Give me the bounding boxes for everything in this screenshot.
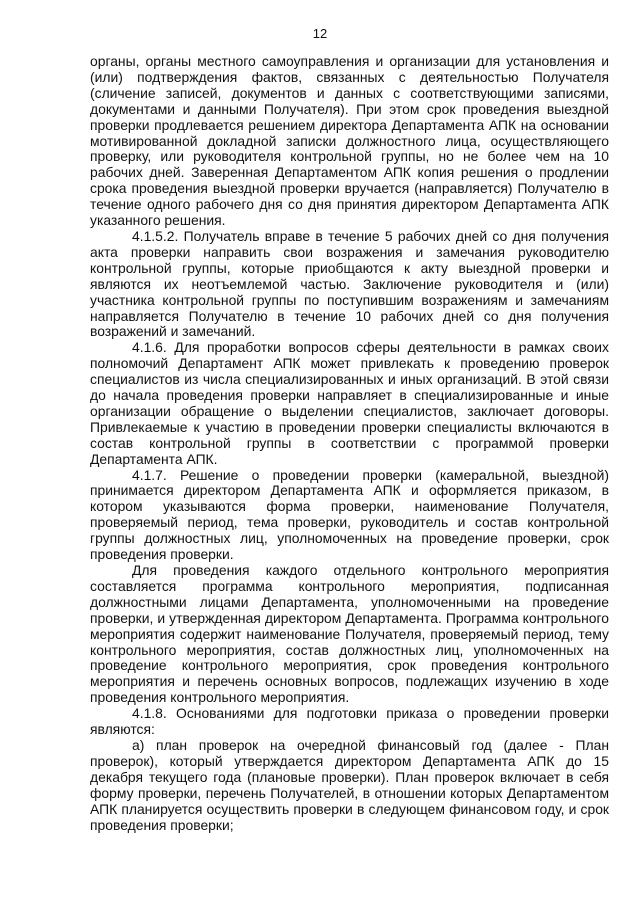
paragraph-program: Для проведения каждого отдельного контрольного мероприятия составляется программа контрольного мероприятия, подписанная должностными лицами Департамента, уполномоченными на проведение проверки, и утвержденная директором Департамента. Программа контрольного мероприятия содержит наименование Получателя, проверяемый период, тему контрольного мероприятия, состав должностных лиц, уполномоченных на проведение контрольного мероприятия, срок проведения контрольного мероприятия и перечень основных вопросов, подлежащих изучению в ходе проведения контрольного мероприятия. <box>90 562 609 706</box>
paragraph-4-1-7: 4.1.7. Решение о проведении проверки (камеральной, выездной) принимается директором Департамента АПК и оформляется приказом, в котором указываются форма проверки, наименование Получателя, проверяемый период, тема проверки, руководитель и состав контрольной группы должностных лиц, уполномоченных на проведение проверки, срок проведения проверки. <box>90 466 609 563</box>
paragraph-4-1-8: 4.1.8. Основаниями для подготовки приказа о проведении проверки являются: <box>90 705 609 738</box>
list-item-a: а) план проверок на очередной финансовый год (далее - План проверок), который утверждается директором Департамента АПК до 15 декабря текущего года (плановые проверки). План проверок включает в себя форму проверки, перечень Получателей, в отношении которых Департаментом АПК планируется осуществить проверки в следующем финансовом году, и срок проведения проверки; <box>90 736 609 833</box>
page-number: 12 <box>312 26 328 41</box>
paragraph-4-1-5-2: 4.1.5.2. Получатель вправе в течение 5 рабочих дней со дня получения акта проверки направить свои возражения и замечания руководителю контрольной группы, которые приобщаются к акту выездной проверки и являются их неотъемлемой частью. Заключение руководителя и (или) участника контрольной группы по поступившим возражениям и замечаниям направляется Получателю в течение 10 рабочих дней со дня получения возражений и замечаний. <box>90 227 609 340</box>
paragraph-4-1-6: 4.1.6. Для проработки вопросов сферы деятельности в рамках своих полномочий Департамент АПК может привлекать к проведению проверок специалистов из числа специализированных и иных организаций. В этой связи до начала проведения проверки направляет в специализированные и иные организации обращение о выделении специалистов, заключает договоры. Привлекаемые к участию в проведении проверки специалисты включаются в состав контрольной группы в соответствии с программой проверки Департамента АПК. <box>90 339 609 467</box>
document-body <box>90 54 609 833</box>
paragraph-continuation: органы, органы местного самоуправления и организации для установления и (или) подтверждения фактов, связанных с деятельностью Получателя (сличение записей, документов и данных с соответствующими записями, документами и данными Получателя). При этом срок проведения выездной проверки продлевается решением директора Департамента АПК на основании мотивированной докладной записки должностного лица, осуществляющего проверку, или руководителя контрольной группы, но не более чем на 10 рабочих дней. Заверенная Департаментом АПК копия решения о продлении срока проведения выездной проверки вручается (направляется) Получателю в течение одного рабочего дня со дня принятия директором Департамента АПК указанного решения. <box>90 53 609 229</box>
